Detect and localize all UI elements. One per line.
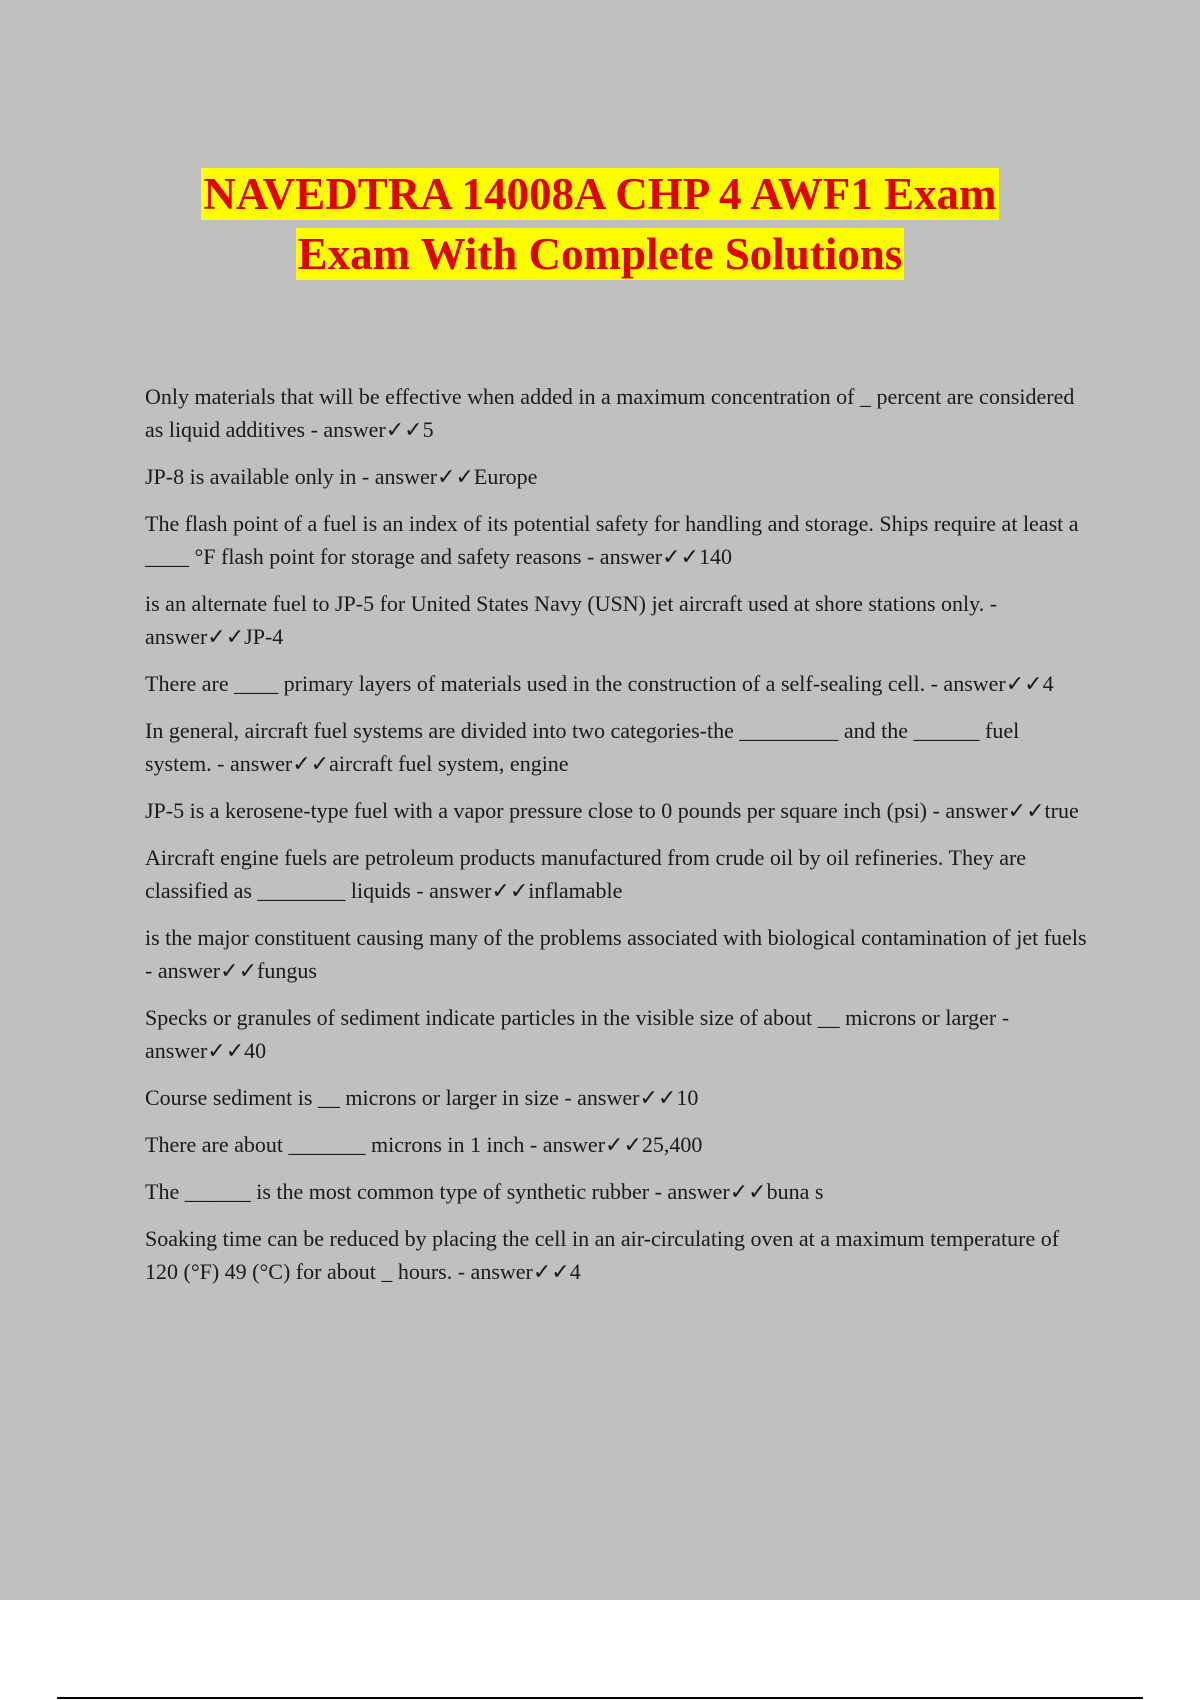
qa-item: Course sediment is __ microns or larger in size - answer✓✓10 [145, 1085, 699, 1110]
qa-item: JP-8 is available only in - answer✓✓Europe [145, 464, 538, 489]
title-line-2: Exam With Complete Solutions [297, 229, 903, 279]
footer-divider [57, 1697, 1143, 1699]
qa-item: Aircraft engine fuels are petroleum products manufactured from crude oil by oil refineries. They are classified as ________ liquids - answer✓✓inflamable [145, 845, 1027, 903]
document-title [0, 168, 1200, 288]
qa-item: There are about _______ microns in 1 inch - answer✓✓25,400 [145, 1132, 703, 1157]
qa-item: is the major constituent causing many of the problems associated with biological contamination of jet fuels - answer✓✓fungus [145, 925, 1087, 983]
qa-item: Specks or granules of sediment indicate particles in the visible size of about __ microns or larger - answer✓✓40 [145, 1005, 1010, 1063]
qa-item: Soaking time can be reduced by placing the cell in an air-circulating oven at a maximum temperature of 120 (°F) 49 (°C) for about _ hours. - answer✓✓4 [145, 1226, 1060, 1284]
title-line-1: NAVEDTRA 14008A CHP 4 AWF1 Exam [203, 169, 997, 219]
qa-item: Only materials that will be effective when added in a maximum concentration of _ percent are considered as liquid additives - answer✓✓5 [145, 384, 1075, 442]
question-answer-list [145, 380, 1090, 1302]
qa-item: In general, aircraft fuel systems are divided into two categories-the _________ and the ______ fuel system. - answer✓✓aircraft fuel system, engine [145, 718, 1020, 776]
qa-item: is an alternate fuel to JP-5 for United States Navy (USN) jet aircraft used at shore stations only. - answer✓✓JP-4 [145, 591, 998, 649]
qa-item: The ______ is the most common type of synthetic rubber - answer✓✓buna s [145, 1179, 824, 1204]
qa-item: The flash point of a fuel is an index of its potential safety for handling and storage. Ships require at least a ____ °F flash point for storage and safety reasons - answer✓✓140 [145, 511, 1079, 569]
qa-item: JP-5 is a kerosene-type fuel with a vapor pressure close to 0 pounds per square inch (psi) - answer✓✓true [145, 798, 1079, 823]
qa-item: There are ____ primary layers of materials used in the construction of a self-sealing cell. - answer✓✓4 [145, 671, 1054, 696]
